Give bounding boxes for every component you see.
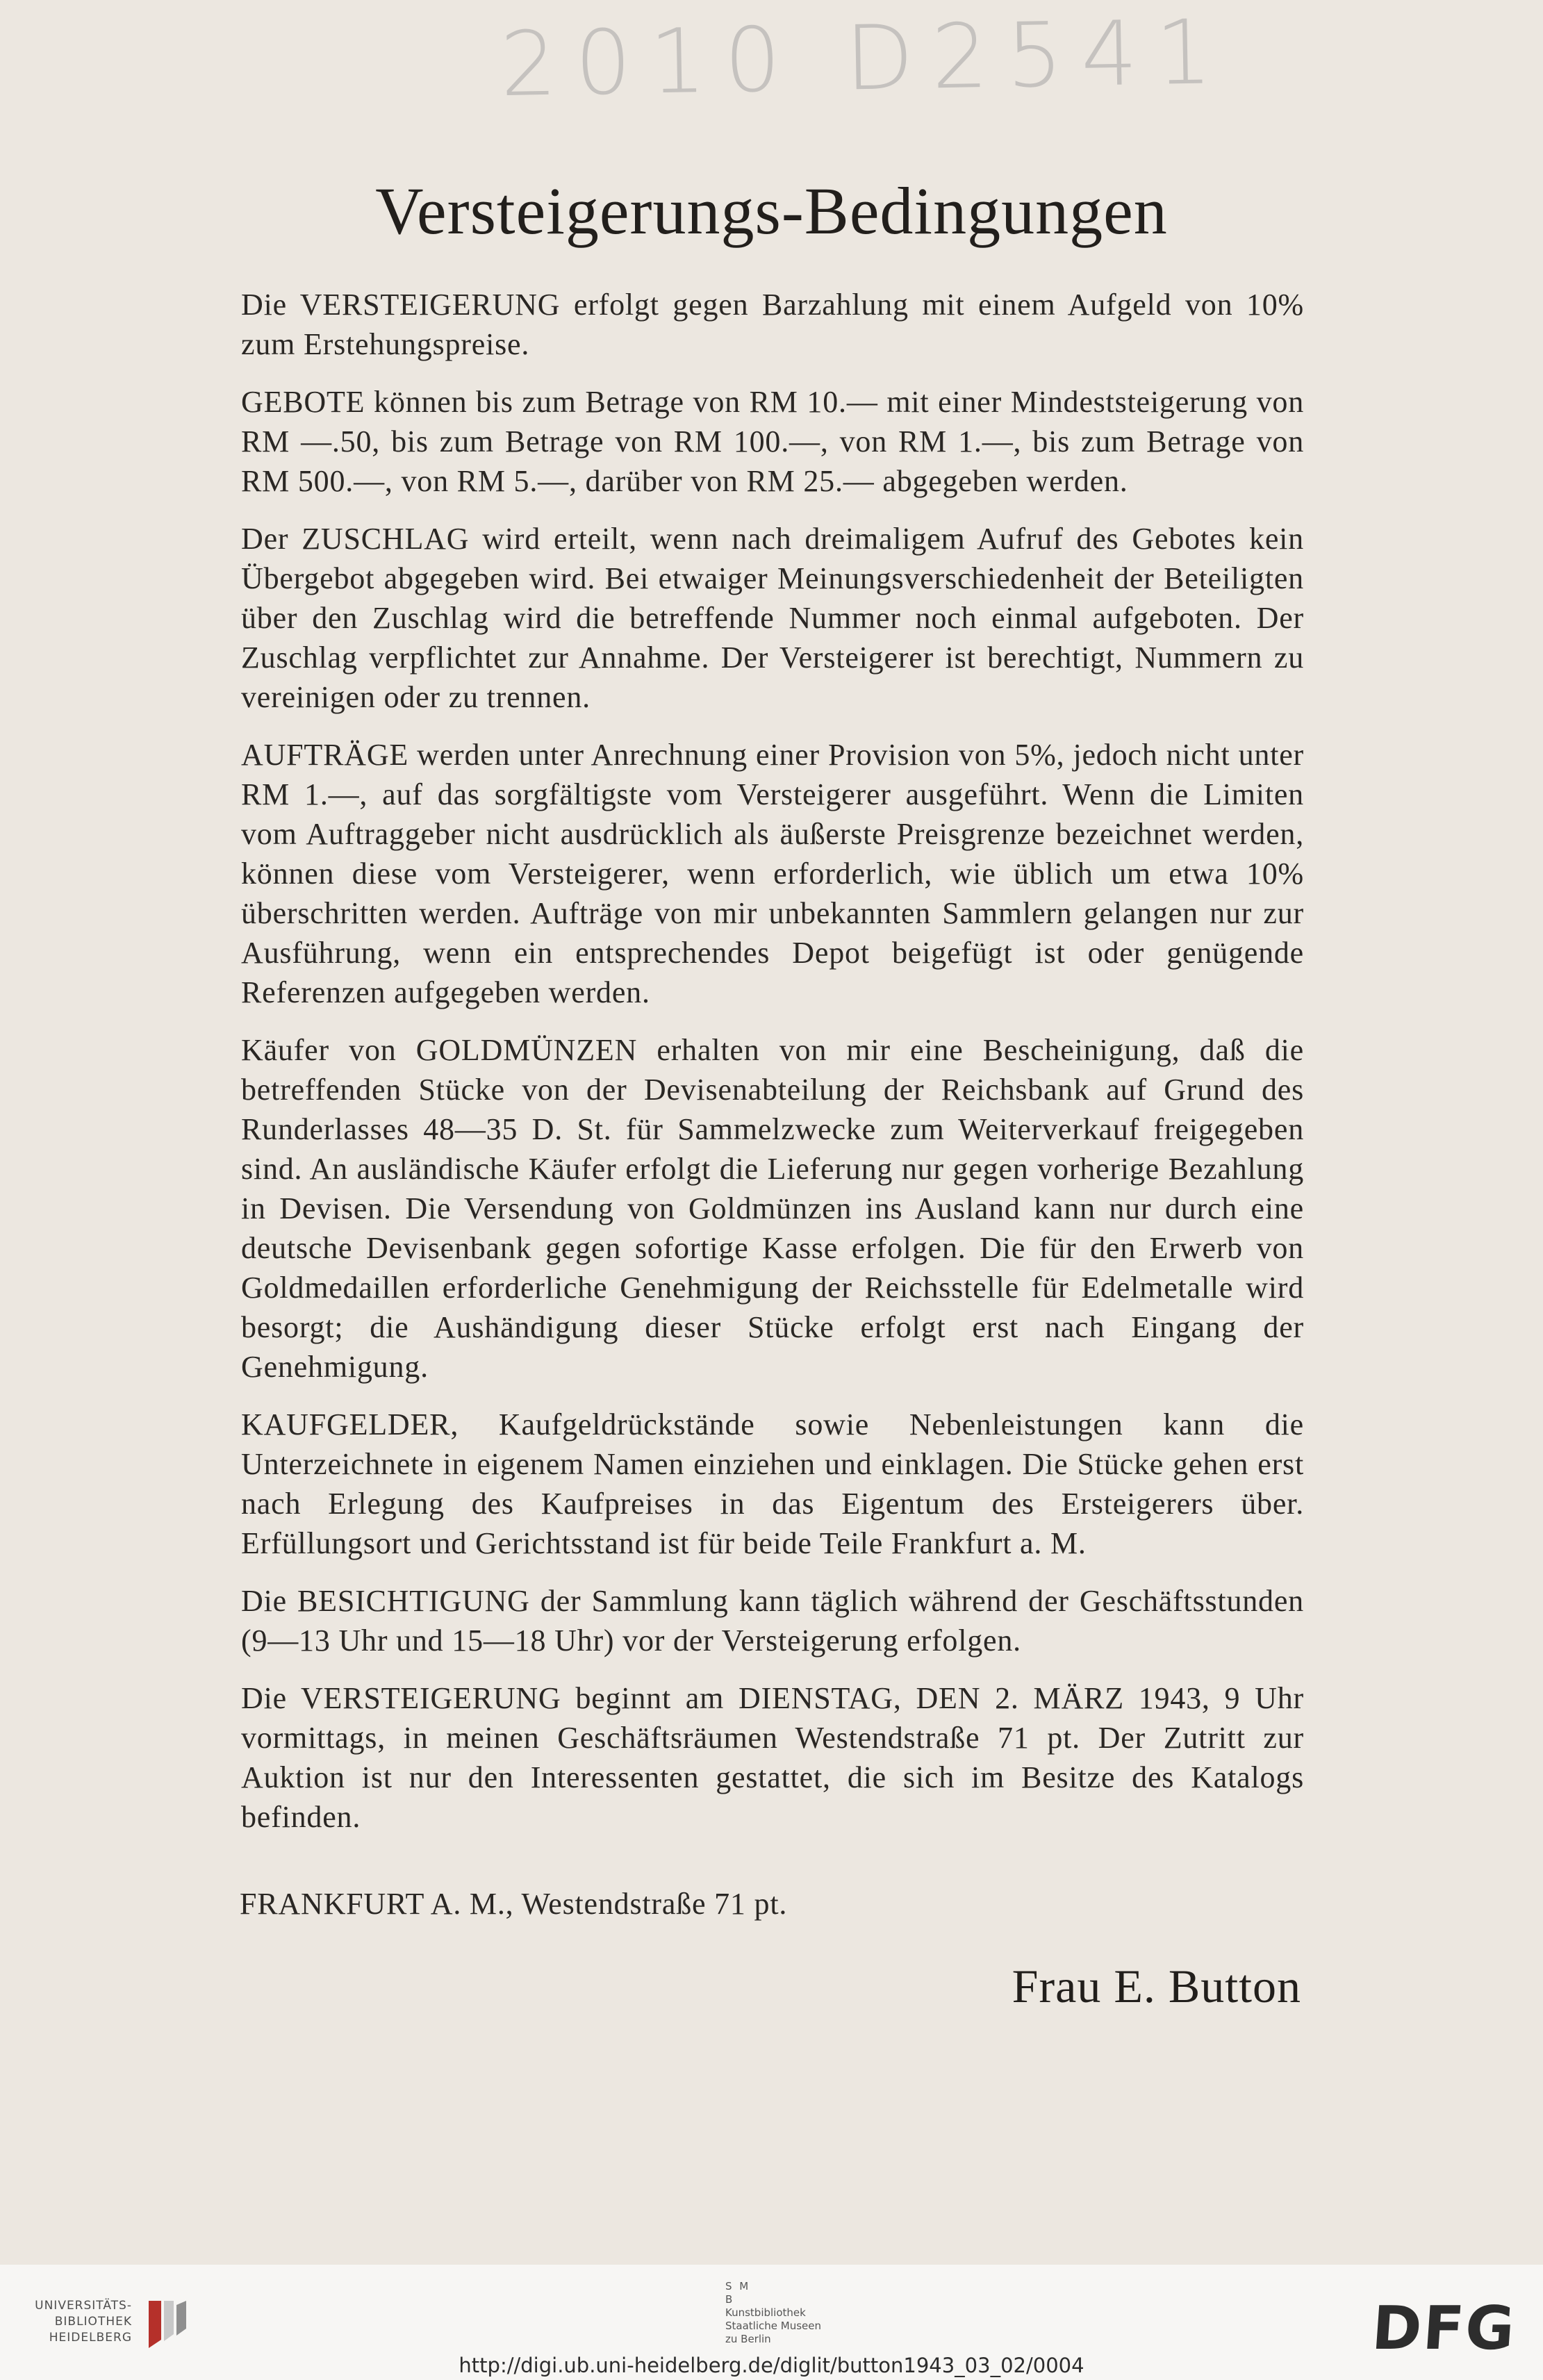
source-url-link[interactable]: http://digi.ub.uni-heidelberg.de/diglit/button1943_03_02/0004 (459, 2354, 1084, 2377)
sm-monogram-line: S M (725, 2280, 751, 2292)
paragraph-besichtigung: Die BESICHTIGUNG der Sammlung kann täglich während der Geschäftsstunden (9—13 Uhr und 15—18 Uhr) vor der Versteigerung erfolgen. (241, 1584, 1304, 1658)
paragraph-versteigerung-payment: Die VERSTEIGERUNG erfolgt gegen Barzahlung mit einem Aufgeld von 10% zum Erstehungspreise. (241, 288, 1304, 361)
paragraph-auftraege: AUFTRÄGE werden unter Anrechnung einer Provision von 5%, jedoch nicht unter RM 1.—, auf das sorgfältigste vom Versteigerer ausgeführt. Wenn die Limiten vom Auftraggeber nicht ausdrücklich als äußerste Preisgrenze bezeichnet werden, können diese vom Versteigerer, wenn erforderlich, wie üblich um etwa 10% überschritten werden. Aufträge von mir unbekannten Sammlern gelangen nur zur Ausführung, wenn ein entsprechendes Depot beigefügt ist oder genügende Referenzen aufgegeben werden. (241, 738, 1304, 1009)
ub-logo-line: HEIDELBERG (49, 2331, 132, 2345)
university-library-heidelberg-logo[interactable] (21, 2298, 188, 2361)
page-title: Versteigerungs-Bedingungen (375, 174, 1168, 248)
place-and-address: FRANKFURT A. M., Westendstraße 71 pt. (240, 1887, 788, 1921)
dfg-logo[interactable]: DFG (1369, 2294, 1519, 2363)
ub-logo-line: UNIVERSITÄTS- (35, 2299, 132, 2313)
signature: Frau E. Button (1012, 1960, 1301, 2013)
handwritten-shelfmark: 2010 D2541 (499, 0, 1231, 117)
auction-conditions (241, 285, 1304, 1855)
sm-logo-line: Staatliche Museen (725, 2320, 821, 2332)
paragraph-gebote: GEBOTE können bis zum Betrage von RM 10.— mit einer Mindeststeigerung von RM —.50, bis zum Betrage von RM 100.—, von RM 1.—, bis zum Betrage von RM 500.—, von RM 5.—, darüber von RM 25.— abgegeben werden. (241, 385, 1304, 498)
ub-emblem-icon (143, 2298, 192, 2351)
paragraph-goldmuenzen: Käufer von GOLDMÜNZEN erhalten von mir eine Bescheinigung, daß die betreffenden Stücke von der Devisenabteilung der Reichsbank auf Grund des Runderlasses 48—35 D. St. für Sammelzwecke zum Weiterverkauf freigegeben sind. An ausländische Käufer erfolgt die Lieferung nur gegen vorherige Bezahlung in Devisen. Die Versendung von Goldmünzen ins Ausland kann nur durch eine deutsche Devisenbank gegen sofortige Kasse erfolgen. Die für den Erwerb von Goldmedaillen erforderliche Genehmigung der Reichsstelle für Edelmetalle wird besorgt; die Aushändigung dieser Stücke erfolgt erst nach Eingang der Genehmigung. (241, 1033, 1304, 1384)
ub-logo-line: BIBLIOTHEK (54, 2315, 132, 2329)
paragraph-kaufgelder: KAUFGELDER, Kaufgeldrückstände sowie Nebenleistungen kann die Unterzeichnete in eigenem Namen einziehen und einklagen. Die Stücke gehen erst nach Erlegung des Kaufpreises in das Eigentum des Ersteigerers über. Erfüllungsort und Gerichtsstand ist für beide Teile Frankfurt a. M. (241, 1407, 1304, 1560)
ub-logo-text (21, 2298, 132, 2346)
sm-monogram (725, 2280, 750, 2306)
paragraph-zuschlag: Der ZUSCHLAG wird erteilt, wenn nach dreimaligem Aufruf des Gebotes kein Übergebot abgegeben wird. Bei etwaiger Meinungsverschiedenheit der Beteiligten über den Zuschlag wird die betreffende Nummer noch einmal aufgeboten. Der Zuschlag verpflichtet zur Annahme. Der Versteigerer ist berechtigt, Nummern zu vereinigen oder zu trennen. (241, 522, 1304, 714)
sm-monogram-line: B (725, 2293, 735, 2306)
sm-logo-line: zu Berlin (725, 2333, 771, 2345)
paragraph-versteigerung-date: Die VERSTEIGERUNG beginnt am DIENSTAG, DEN 2. MÄRZ 1943, 9 Uhr vormittags, in meinen Geschäftsräumen Westendstraße 71 pt. Der Zutritt zur Auktion ist nur den Interessenten gestattet, die sich im Besitze des Katalogs befinden. (241, 1681, 1304, 1834)
sm-logo-text (725, 2306, 821, 2346)
sm-logo-line: Kunstbibliothek (725, 2306, 806, 2319)
digitization-footer (0, 2265, 1543, 2380)
